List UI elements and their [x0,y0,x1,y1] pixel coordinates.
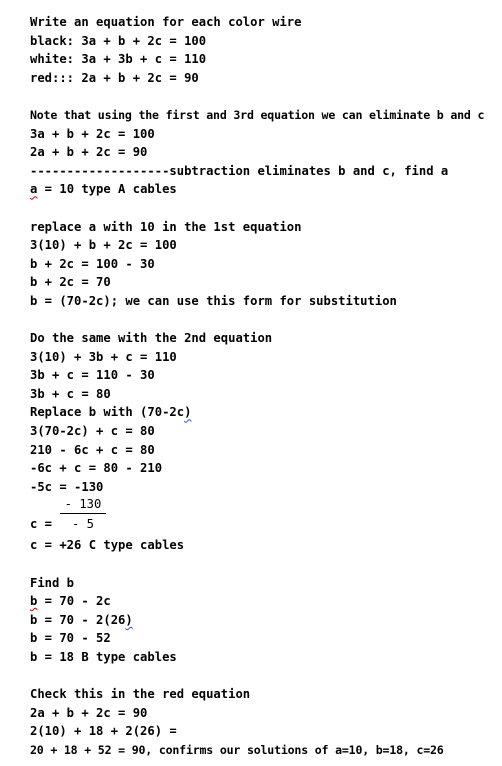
step-line: b = 70 - 52 [30,631,111,646]
fraction-denominator: - 5 [71,517,94,532]
confirmation-line: 20 + 18 + 52 = 90, confirms our solutions of a=10, b=18, c=26 [30,742,444,757]
step-text: = 70 - 2c [37,594,111,609]
step-line: 3(10) + b + 2c = 100 [30,238,177,253]
replace-b-line [30,403,500,422]
grammar-mark: ) [184,405,192,420]
replace-b-text: Replace b with (70-2c [30,405,185,420]
b-result: b = 18 B type cables [30,650,177,664]
step-line: -5c = -130 [30,479,104,494]
equations-heading: Write an equation for each color wire [30,15,302,29]
step-line [30,592,500,611]
spacer [30,667,500,686]
step-line: 2a + b + 2c = 90 [30,705,148,720]
spellcheck-word: b [30,594,38,609]
step-line: 210 - 6c + c = 80 [30,442,155,457]
black-wire-equation: black: 3a + b + 2c = 100 [30,33,207,48]
spacer [30,87,500,106]
subtraction-line: -------------------subtraction eliminates b and c, find a [30,163,449,178]
spellcheck-word: a [30,182,38,197]
grammar-mark: ) [125,612,133,627]
step-line: 3(70-2c) + c = 80 [30,424,155,439]
step-line: b + 2c = 100 - 30 [30,256,155,271]
spacer [30,199,500,218]
fraction-bar [60,513,106,514]
fraction-numerator: - 130 [64,497,102,512]
fraction [60,496,106,532]
step-line: 2(10) + 18 + 2(26) = [30,724,177,739]
a-result [30,180,500,199]
step-line [30,611,500,630]
step-line: 3b + c = 80 [30,386,111,401]
a-result-text: = 10 type A cables [37,182,177,197]
red-wire-equation: red::: 2a + b + 2c = 90 [30,70,199,85]
fraction-equation [30,496,500,536]
spacer [30,311,500,330]
third-equation: 2a + b + 2c = 90 [30,145,148,160]
b-expression: b = (70-2c); we can use this form for substitution [30,293,397,308]
step-line: b + 2c = 70 [30,275,111,290]
step-line: -6c + c = 80 - 210 [30,461,163,476]
spacer [30,555,500,574]
step-line: 3(10) + 3b + c = 110 [30,349,177,364]
check-heading: Check this in the red equation [30,687,251,702]
find-b-heading: Find b [30,575,75,590]
substitution-heading: replace a with 10 in the 1st equation [30,219,302,234]
second-equation-heading: Do the same with the 2nd equation [30,331,273,346]
first-equation: 3a + b + 2c = 100 [30,126,155,141]
fraction-lhs: c = [30,517,53,532]
step-line: 3b + c = 110 - 30 [30,368,155,383]
elimination-note: Note that using the first and 3rd equation we can eliminate b and c [30,107,485,122]
c-result: c = +26 C type cables [30,538,185,553]
white-wire-equation: white: 3a + 3b + c = 110 [30,52,207,67]
step-text: b = 70 - 2(26 [30,612,126,627]
worked-solution-document [30,13,500,760]
